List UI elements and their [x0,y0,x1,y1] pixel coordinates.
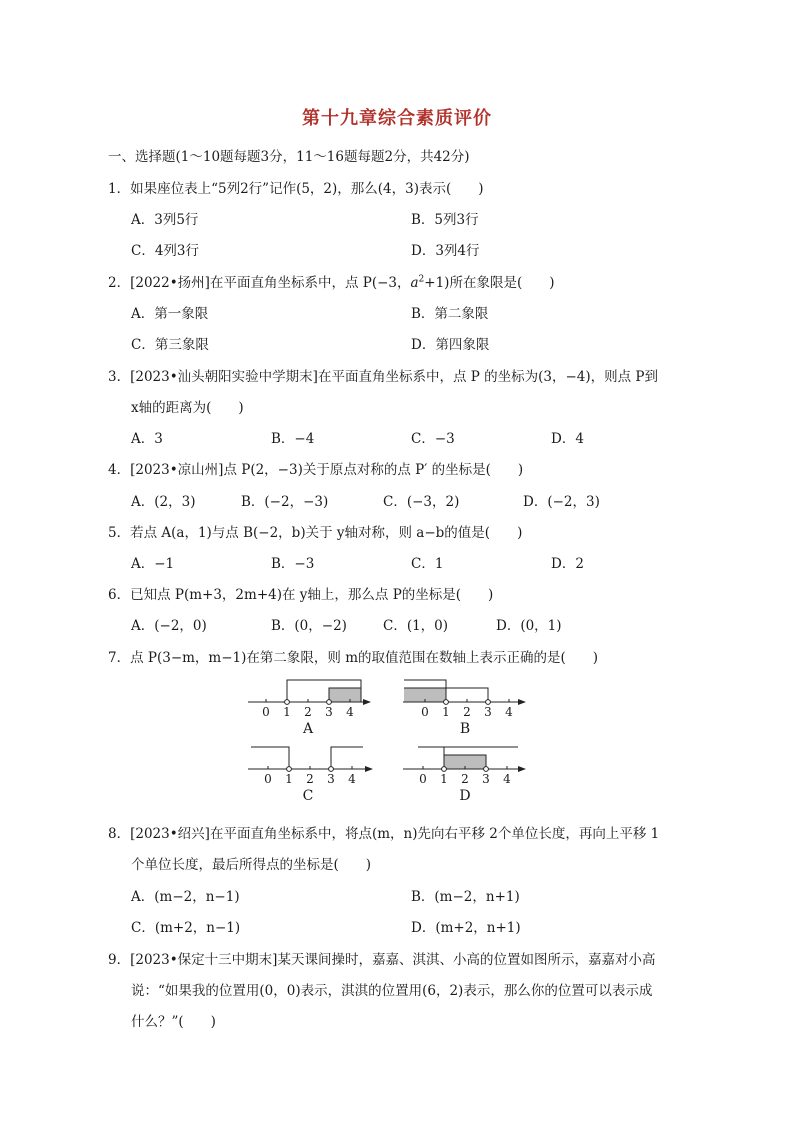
question-1-stem: 1．如果座位表上“5列2行”记作(5，2)，那么(4，3)表示( ) [108,181,484,197]
option-label-b: B [459,721,471,737]
question-9-line-3: 什么？”( ) [131,1014,216,1030]
q6-option-b: B．(0，−2) [271,618,347,634]
open-point [442,767,447,772]
range-bracket [331,747,363,769]
q4-option-b: B．(−2，−3) [241,494,329,510]
q1-option-a: A．3列5行 [131,212,199,228]
number-line-d [400,743,530,805]
number-line-c [245,743,375,805]
axis-arrow [518,699,526,705]
open-point [285,700,290,705]
axis-arrow [363,699,371,705]
q2-option-c: C．第三象限 [131,337,209,353]
open-point [329,767,334,772]
tick-label: 2 [463,705,471,719]
tick-label: 2 [304,705,312,719]
question-3-line-1: 3．[2023•汕头朝阳实验中学期末]在平面直角坐标系中，点 P 的坐标为(3，−4)，则点 P到 [108,369,659,385]
q4-option-a: A．(2，3) [131,494,196,510]
tick-label: 4 [348,772,356,786]
question-7-stem: 7．点 P(3−m，m−1)在第二象限，则 m的取值范围在数轴上表示正确的是( ) [108,650,599,666]
q5-option-b: B．−3 [271,556,315,572]
q5-option-d: D．2 [551,556,584,572]
shaded-region [329,688,361,702]
open-point [484,767,489,772]
q3-option-b: B．−4 [271,431,315,447]
q4-option-c: C．(−3，2) [383,494,460,510]
question-9-line-1: 9．[2023•保定十三中期末]某天课间操时，嘉嘉、淇淇、小高的位置如图所示，嘉嘉对小高 [108,952,656,968]
q1-option-b: B．5列3行 [411,212,479,228]
question-9-line-2: 说：“如果我的位置用(0，0)表示，淇淇的位置用(6，2)表示，那么你的位置可以表示成 [131,983,653,999]
question-8-line-2: 个单位长度，最后所得点的坐标是( ) [131,857,372,873]
q5-option-c: C．1 [411,556,444,572]
tick-label: 1 [283,705,291,719]
option-label-c: C [302,788,314,804]
tick-label: 3 [482,772,490,786]
q2-option-d: D．第四象限 [411,337,490,353]
q6-option-c: C．(1，0) [383,618,449,634]
tick-label: 2 [306,772,314,786]
q3-option-d: D．4 [551,431,584,447]
tick-label: 1 [440,772,448,786]
range-bracket [251,747,289,769]
tick-label: 1 [442,705,450,719]
number-line-a [245,676,375,738]
q2-var-a: a [410,275,419,291]
open-point [486,700,491,705]
option-label-d: D [459,788,471,804]
open-point [287,767,292,772]
q4-option-d: D．(−2，3) [523,494,600,510]
question-6-stem: 6．已知点 P(m+3，2m+4)在 y轴上，那么点 P的坐标是( ) [108,587,494,603]
q2-option-a: A．第一象限 [131,306,209,322]
tick-label: 0 [262,705,270,719]
tick-label: 4 [503,772,511,786]
q2-stem-pre: 2．[2022•扬州]在平面直角坐标系中，点 P(−3， [108,275,411,291]
section-heading: 一、选择题(1～10题每题3分，11～16题每题2分，共42分) [108,149,470,165]
q6-option-a: A．(−2，0) [131,618,207,634]
q2-exponent: 2 [418,274,425,285]
tick-label: 4 [346,705,354,719]
question-8-line-1: 8．[2023•绍兴]在平面直角坐标系中，将点(m，n)先向右平移 2个单位长度，再向上平移 1 [108,826,660,842]
tick-label: 1 [285,772,293,786]
tick-label: 0 [264,772,272,786]
q1-option-d: D．3列4行 [411,243,480,259]
q8-option-b: B．(m−2，n+1) [411,889,520,905]
q1-option-c: C．4列3行 [131,243,200,259]
number-line-b [400,676,530,738]
q2-option-b: B．第二象限 [411,306,489,322]
axis-arrow [518,766,526,772]
question-4-stem: 4．[2023•凉山州]点 P(2，−3)关于原点对称的点 P′ 的坐标是( ) [108,462,524,478]
option-label-a: A [302,721,314,737]
tick-label: 2 [461,772,469,786]
q5-option-a: A．−1 [131,556,175,572]
axis-arrow [365,766,373,772]
tick-label: 3 [327,772,335,786]
q6-option-d: D．(0，1) [496,618,562,634]
tick-label: 0 [421,705,429,719]
question-5-stem: 5．若点 A(a，1)与点 B(−2，b)关于 y轴对称，则 a−b的值是( ) [108,525,523,541]
question-2-stem [108,271,554,291]
open-point [444,700,449,705]
question-3-line-2: x轴的距离为( ) [131,400,244,416]
q8-option-a: A．(m−2，n−1) [131,889,240,905]
page-title: 第十九章综合素质评价 [302,108,492,129]
tick-label: 3 [484,705,492,719]
q3-option-a: A．3 [131,431,163,447]
q3-option-c: C．−3 [411,431,455,447]
tick-label: 3 [325,705,333,719]
q2-stem-post: +1)所在象限是( ) [424,275,555,291]
open-point [327,700,332,705]
q8-option-d: D．(m+2，n+1) [411,920,521,936]
tick-label: 0 [419,772,427,786]
q8-option-c: C．(m+2，n−1) [131,920,241,936]
tick-label: 4 [505,705,513,719]
